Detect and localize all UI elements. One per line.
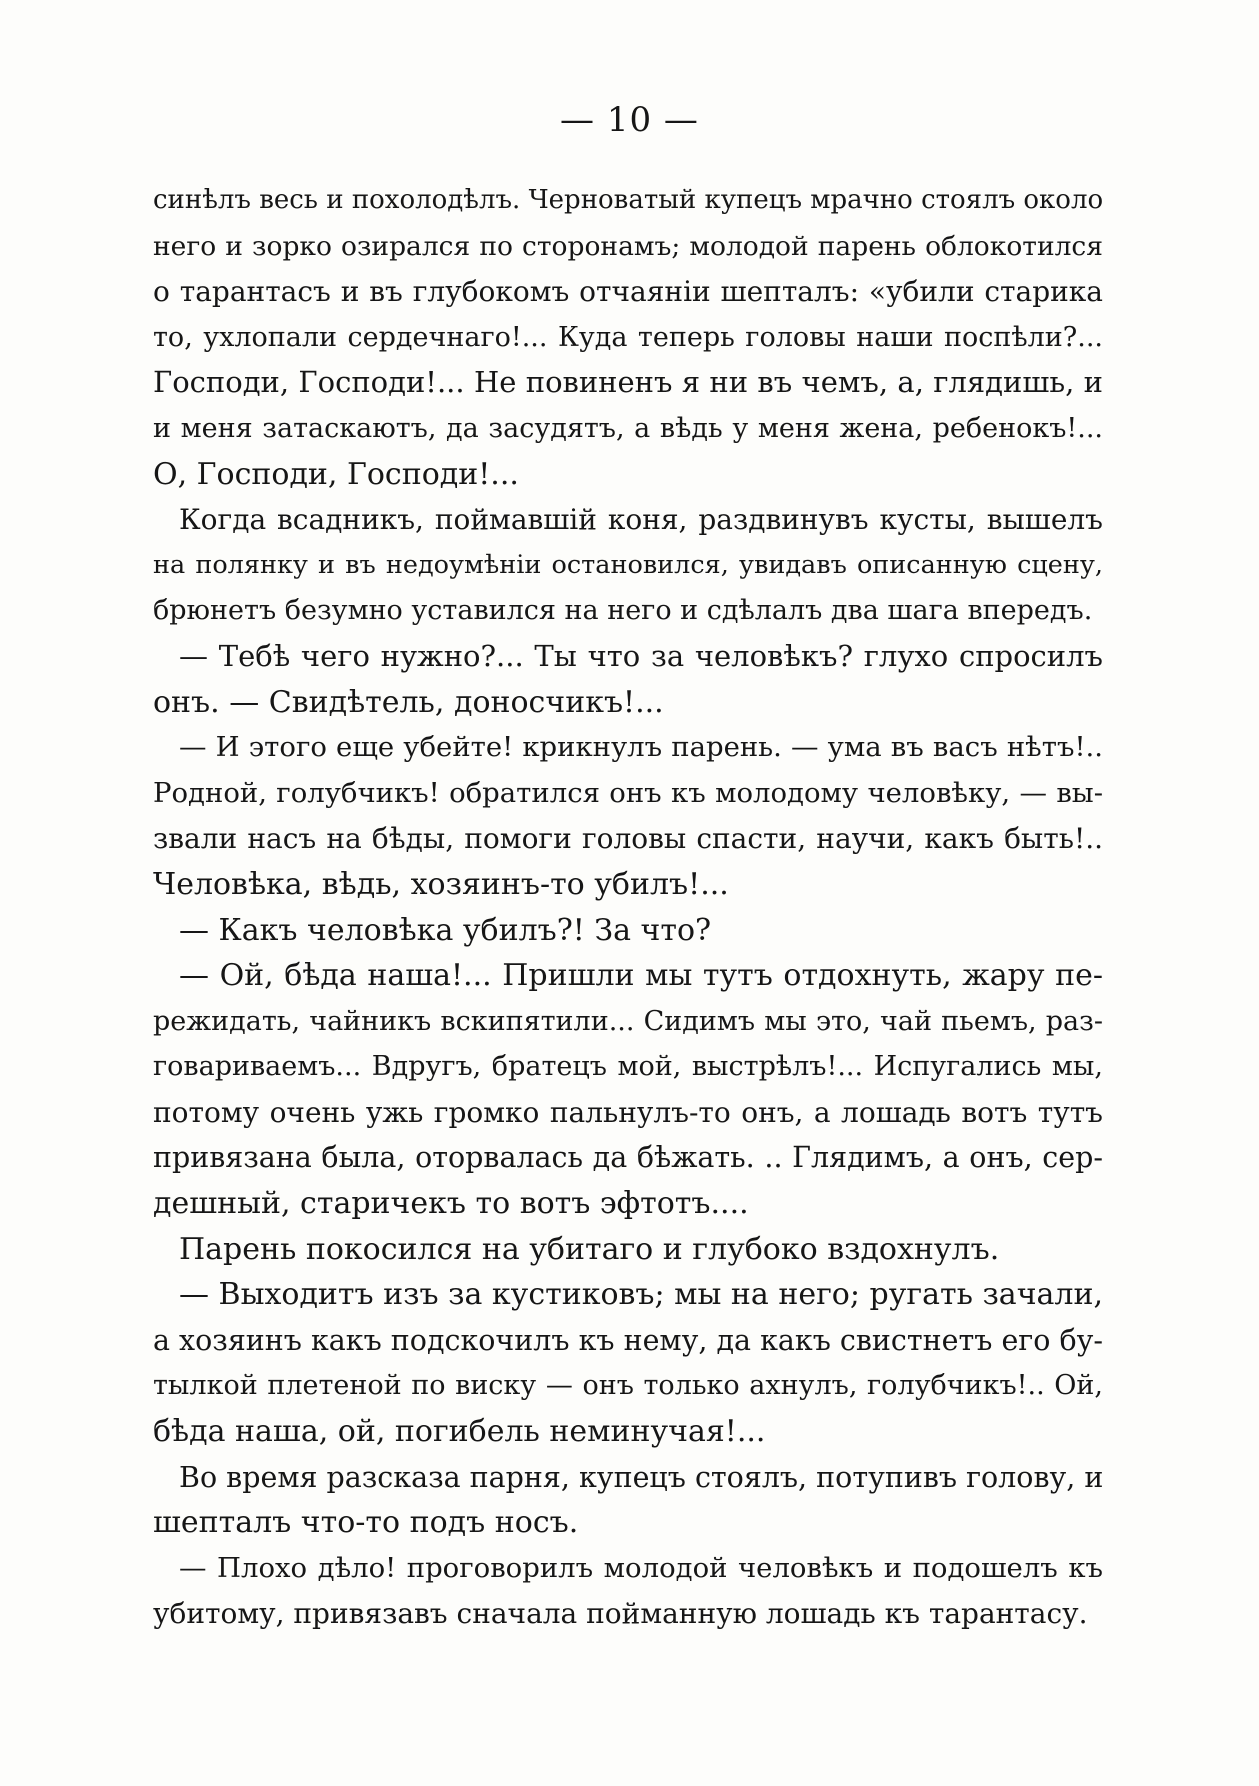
body-text xyxy=(153,178,1103,1637)
text-line: Человѣка, вѣдь, хозяинъ-то убилъ!... xyxy=(153,866,729,902)
text-line: брюнетъ безумно уставился на него и сдѣлалъ два шага впередъ. xyxy=(153,595,1093,627)
text-line: а хозяинъ какъ подскочилъ къ нему, да какъ свистнетъ его бу- xyxy=(153,1323,1104,1357)
text-line: режидать, чайникъ вскипятили... Сидимъ мы это, чай пьемъ, раз- xyxy=(153,1005,1103,1037)
text-line: говариваемъ... Вдругъ, братецъ мой, выстрѣлъ!... Испугались мы, xyxy=(153,1051,1103,1083)
text-line: — Какъ человѣка убилъ?! За что? xyxy=(179,912,712,948)
text-line: — Тебѣ чего нужно?... Ты что за человѣкъ? глухо спросилъ xyxy=(179,638,1103,673)
text-line: бѣда наша, ой, погибель неминучая!... xyxy=(153,1414,766,1450)
text-line: дешный, старичекъ то вотъ эфтотъ.... xyxy=(153,1186,749,1222)
text-line: него и зорко озирался по сторонамъ; молодой парень облокотился xyxy=(153,230,1103,262)
text-line: синѣлъ весь и похолодѣлъ. Черноватый купецъ мрачно стоялъ около xyxy=(153,185,1104,215)
text-line: — Выходитъ изъ за кустиковъ; мы на него; ругать зачали, xyxy=(179,1277,1103,1313)
text-line: шепталъ что-то подъ носъ. xyxy=(153,1505,579,1541)
text-line: Во время разсказа парня, купецъ стоялъ, потупивъ голову, и xyxy=(179,1460,1104,1494)
text-line: привязана была, оторвалась да бѣжать. .. Глядимъ, а онъ, сер- xyxy=(153,1141,1103,1175)
text-line: О, Господи, Господи!... xyxy=(153,456,519,492)
text-line: Парень покосился на убитаго и глубоко вздохнулъ. xyxy=(179,1231,1000,1267)
text-line: и меня затаскаютъ, да засудятъ, а вѣдь у меня жена, ребенокъ!... xyxy=(153,412,1103,444)
text-line: тылкой плетеной по виску — онъ только ахнулъ, голубчикъ!.. Ой, xyxy=(153,1370,1103,1402)
text-line: Родной, голубчикъ! обратился онъ къ молодому человѣку, — вы- xyxy=(153,776,1103,809)
text-line: потому очень ужь громко пальнулъ-то онъ, а лошадь вотъ тутъ xyxy=(153,1095,1103,1129)
text-line: на полянку и въ недоумѣніи остановился, увидавъ описанную сцену, xyxy=(153,549,1103,580)
page-number: — 10 — xyxy=(560,100,699,140)
text-line: онъ. — Свидѣтель, доносчикъ!... xyxy=(153,684,664,720)
text-line: — Плохо дѣло! проговорилъ молодой человѣкъ и подошелъ къ xyxy=(179,1551,1103,1584)
text-line: убитому, привязавъ сначала пойманную лошадь къ тарантасу. xyxy=(153,1597,1088,1631)
text-line: — И этого еще убейте! крикнулъ парень. — ума въ васъ нѣтъ!.. xyxy=(179,731,1103,764)
text-line: Господи, Господи!... Не повиненъ я ни въ чемъ, а, глядишь, и xyxy=(153,365,1103,400)
text-line: Когда всадникъ, поймавшій коня, раздвинувъ кусты, вышелъ xyxy=(179,503,1103,537)
text-line: то, ухлопали сердечнаго!... Куда теперь головы наши поспѣли?... xyxy=(153,321,1103,353)
text-line: звали насъ на бѣды, помоги головы спасти, научи, какъ быть!.. xyxy=(153,822,1103,856)
text-line: о тарантасъ и въ глубокомъ отчаяніи шепталъ: «убили старика xyxy=(153,275,1103,309)
text-line: — Ой, бѣда наша!... Пришли мы тутъ отдохнуть, жару пе- xyxy=(179,958,1103,994)
